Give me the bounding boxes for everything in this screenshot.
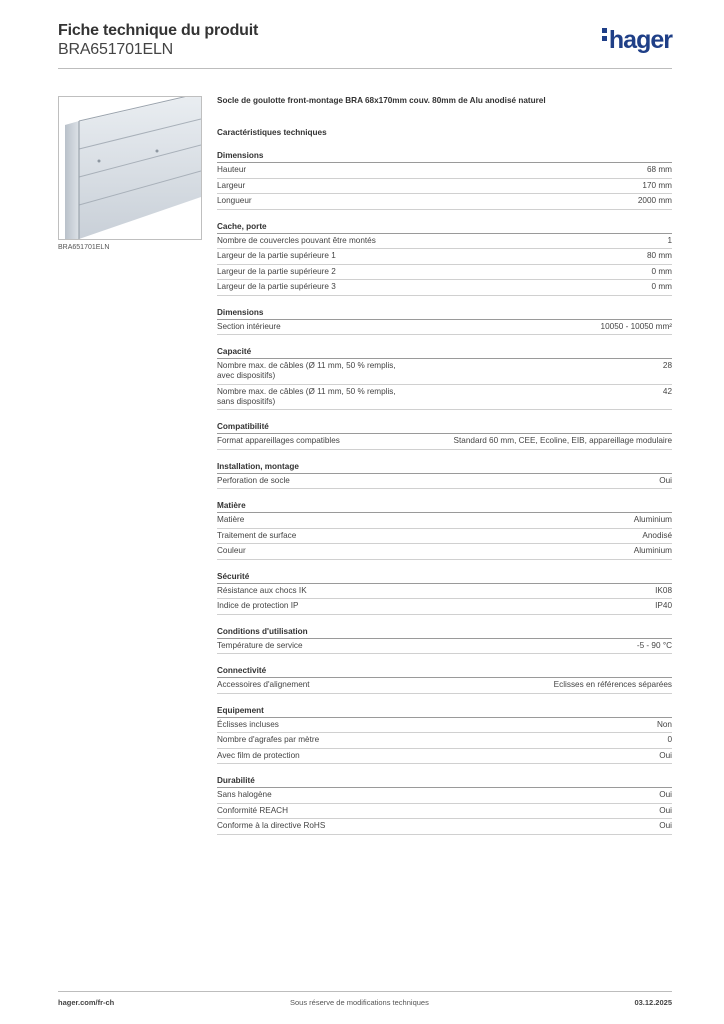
- spec-label: Format appareillages compatibles: [217, 436, 340, 445]
- product-image: [58, 96, 202, 240]
- spec-section: [217, 308, 672, 336]
- spec-section: [217, 666, 672, 694]
- spec-row: [217, 718, 672, 734]
- spec-value: 2000 mm: [637, 196, 672, 205]
- spec-row: [217, 544, 672, 560]
- spec-row: [217, 265, 672, 281]
- page-header: [58, 22, 258, 59]
- section-title: Connectivité: [217, 666, 672, 678]
- spec-value: Oui: [659, 475, 672, 485]
- section-title: Dimensions: [217, 151, 672, 163]
- spec-label: Conformité REACH: [217, 805, 288, 815]
- section-title: Conditions d'utilisation: [217, 627, 672, 639]
- cable-duct-image-icon: [59, 97, 201, 239]
- section-title: Matière: [217, 501, 672, 513]
- logo-text: hager: [608, 26, 672, 54]
- section-title: Dimensions: [217, 308, 672, 320]
- section-title: Capacité: [217, 347, 672, 359]
- spec-label: Longueur: [217, 196, 252, 205]
- spec-label: Conforme à la directive RoHS: [217, 821, 326, 830]
- spec-row: [217, 678, 672, 694]
- section-title: Sécurité: [217, 572, 672, 584]
- spec-label: Nombre max. de câbles (Ø 11 mm, 50 % remplis, avec dispositifs): [217, 361, 396, 380]
- spec-value: -5 - 90 °C: [636, 640, 672, 650]
- footer-date: 03.12.2025: [634, 998, 672, 1007]
- spec-label: Température de service: [217, 640, 303, 650]
- spec-value: 68 mm: [646, 165, 672, 174]
- spec-label: Accessoires d'alignement: [217, 680, 310, 689]
- spec-label: Section intérieure: [217, 321, 281, 331]
- spec-value: 170 mm: [642, 180, 672, 190]
- spec-value: Oui: [659, 805, 672, 815]
- spec-row: [217, 194, 672, 210]
- spec-label: Nombre d'agrafes par mètre: [217, 735, 320, 744]
- spec-label: Largeur de la partie supérieure 2: [217, 266, 336, 276]
- spec-value: Oui: [659, 750, 672, 760]
- spec-value: 80 mm: [646, 251, 672, 260]
- spec-label: Largeur de la partie supérieure 1: [217, 251, 336, 260]
- spec-label: Perforation de socle: [217, 475, 290, 485]
- spec-value: 0 mm: [651, 266, 672, 276]
- image-caption: BRA651701ELN: [58, 244, 110, 251]
- spec-label: Éclisses incluses: [217, 719, 279, 729]
- spec-value: 1: [667, 235, 672, 245]
- page-title: Fiche technique du produit: [58, 22, 259, 39]
- spec-section: [217, 151, 672, 210]
- spec-row: [217, 584, 672, 600]
- spec-section: [217, 347, 672, 410]
- spec-row: [217, 639, 672, 655]
- spec-value: Aluminium: [633, 515, 672, 524]
- spec-value: 28: [662, 361, 672, 370]
- spec-row: [217, 249, 672, 265]
- spec-section: [217, 776, 672, 835]
- spec-label: Indice de protection IP: [217, 601, 299, 610]
- product-reference: BRA651701ELN: [58, 41, 174, 58]
- spec-section: [217, 222, 672, 296]
- spec-value: IP40: [655, 601, 672, 610]
- spec-value: 0: [667, 735, 672, 744]
- spec-label: Hauteur: [217, 165, 247, 174]
- spec-section: [217, 501, 672, 560]
- spec-row: [217, 434, 672, 450]
- spec-value: 10050 - 10050 mm²: [600, 321, 672, 331]
- spec-sections: [217, 151, 672, 835]
- spec-row: [217, 529, 672, 545]
- spec-value: Aluminium: [633, 546, 672, 555]
- spec-row: [217, 234, 672, 250]
- spec-label: Résistance aux chocs IK: [217, 585, 307, 595]
- spec-row: [217, 819, 672, 835]
- spec-value: 42: [662, 386, 672, 396]
- spec-row: [217, 474, 672, 490]
- characteristics-title: Caractéristiques techniques: [217, 128, 327, 137]
- spec-label: Nombre max. de câbles (Ø 11 mm, 50 % remplis, sans dispositifs): [217, 386, 396, 406]
- footer-divider: [58, 991, 672, 992]
- spec-section: [217, 572, 672, 615]
- spec-label: Avec film de protection: [217, 750, 300, 760]
- section-title: Equipement: [217, 706, 672, 718]
- spec-label: Couleur: [217, 546, 246, 555]
- spec-value: Standard 60 mm, CEE, Ecoline, EIB, appareillage modulaire: [453, 436, 672, 445]
- spec-row: [217, 599, 672, 615]
- hager-logo: [602, 26, 672, 55]
- spec-section: [217, 462, 672, 490]
- section-title: Cache, porte: [217, 222, 672, 234]
- spec-label: Nombre de couvercles pouvant être montés: [217, 235, 376, 245]
- spec-row: [217, 749, 672, 765]
- footer-website: hager.com/fr-ch: [58, 998, 115, 1007]
- product-description: Socle de goulotte front-montage BRA 68x170mm couv. 80mm de Alu anodisé naturel: [217, 96, 546, 105]
- header-divider: [58, 68, 672, 69]
- spec-value: 0 mm: [651, 282, 672, 291]
- spec-section: [217, 627, 672, 655]
- spec-row: [217, 163, 672, 179]
- spec-row: [217, 513, 672, 529]
- spec-row: [217, 804, 672, 820]
- spec-label: Largeur: [217, 180, 246, 190]
- spec-value: Oui: [659, 821, 672, 830]
- spec-row: [217, 359, 672, 385]
- spec-label: Largeur de la partie supérieure 3: [217, 282, 336, 291]
- spec-value: IK08: [655, 585, 672, 595]
- spec-label: Traitement de surface: [217, 530, 297, 540]
- spec-row: [217, 280, 672, 296]
- spec-row: [217, 320, 672, 336]
- spec-row: [217, 385, 672, 411]
- spec-section: [217, 706, 672, 765]
- section-title: Installation, montage: [217, 462, 672, 474]
- spec-row: [217, 179, 672, 195]
- spec-label: Matière: [217, 515, 245, 524]
- spec-value: Non: [656, 719, 672, 729]
- spec-section: [217, 422, 672, 450]
- spec-label: Sans halogène: [217, 790, 272, 799]
- spec-content: [217, 96, 672, 835]
- section-title: Compatibilité: [217, 422, 672, 434]
- logo-dots-icon: [602, 28, 608, 44]
- spec-value: Eclisses en références séparées: [553, 680, 672, 689]
- spec-row: [217, 788, 672, 804]
- spec-value: Anodisé: [642, 530, 672, 540]
- spec-value: Oui: [659, 790, 672, 799]
- footer-notice: Sous réserve de modifications techniques: [290, 998, 429, 1007]
- spec-row: [217, 733, 672, 749]
- section-title: Durabilité: [217, 776, 672, 788]
